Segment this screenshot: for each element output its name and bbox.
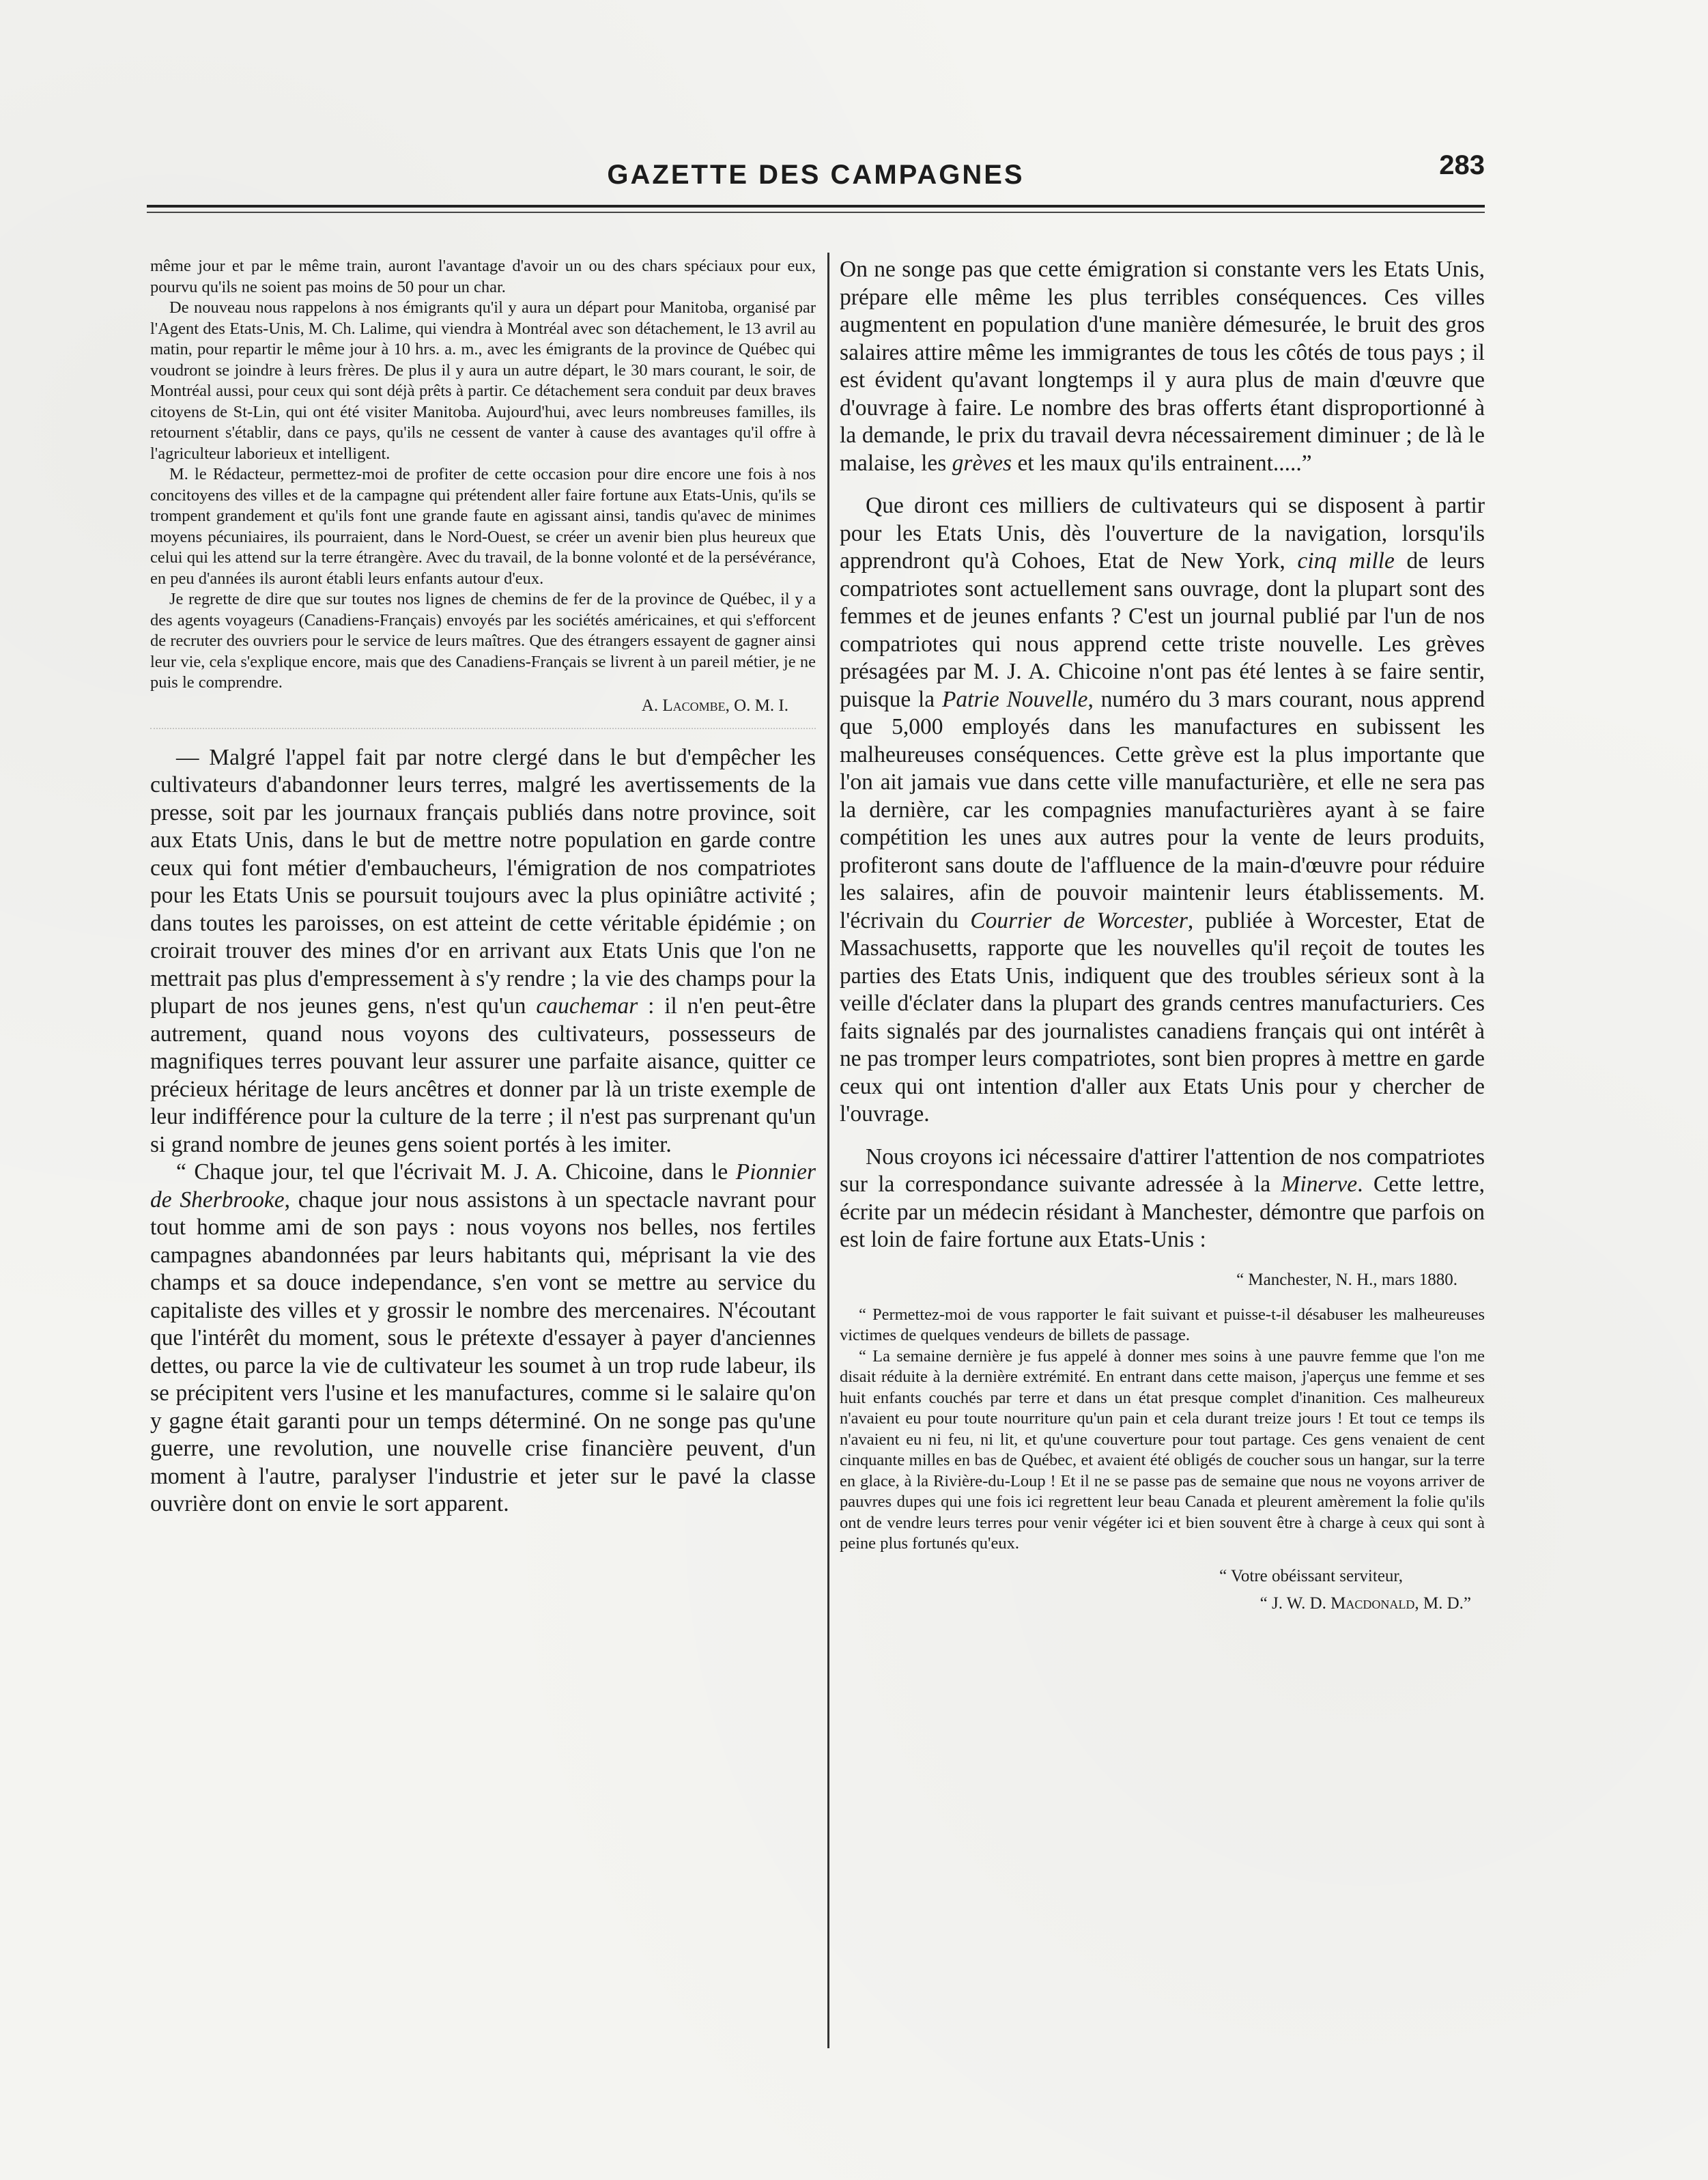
text-run: Nous croyons ici nécessaire d'attirer l'attention de nos compatriotes sur la correspondance suivante adressée à la (840, 1144, 1485, 1197)
italic-title: Minerve (1281, 1172, 1358, 1197)
text-run: On ne songe pas que cette émigration si constante vers les Etats Unis, prépare elle même les plus terribles conséquences. Ces villes augmentent en population d'une manière démesurée, le bruit des gros salaires attire même les immigrantes de tous les côtés de tous pays ; il est évident qu'avant longtemps il y aura plus de main d'œuvre que d'ouvrage à faire. Le nombre des bras offerts étant disproportionné à la demande, le prix du travail devra nécessairement diminuer ; de là le malaise, les (840, 257, 1485, 476)
italic-title: Pionnier de Sherbrooke (150, 1159, 816, 1213)
header-rule-thin (147, 212, 1485, 213)
letter-closing: “ Votre obéissant serviteur, (1219, 1566, 1403, 1585)
letter-signature: “ J. W. D. Macdonald, M. D.” (1259, 1594, 1471, 1613)
header-rule (147, 205, 1485, 208)
letter-dateline: “ Manchester, N. H., mars 1880. (1236, 1270, 1457, 1289)
text-run: de leurs compatriotes sont actuellement sans ouvrage, dont la plupart sont des femmes et de jeunes enfants ? C'est un journal publié par l'un de nos compatriotes qui nous apprend cette triste nouvelle. Les grèves présagées par M. J. A. Chicoine n'ont pas été lentes à se faire sentir, puisque la (840, 548, 1485, 712)
section-separator (150, 728, 816, 737)
letter-paragraph: “ La semaine dernière je fus appelé à donner mes soins à une pauvre femme que l'on me disait réduite à la dernière extrémité. En entrant dans cette maison, j'aperçus une femme et ses huit enfants couchés par terre et dans un état presque complet d'inanition. Ces malheureux n'avaient eu pour toute nourriture qu'un pain et cela durant treize jours ! Et tout ce temps ils n'avaient eu ni feu, ni lit, et qu'une couverture pour tout partage. Ces gens venaient de cent cinquante milles en bas de Québec, et avaient été obligés de coucher sous un hangar, sur la terre en glace, à la Rivière-du-Loup ! Et il ne se passe pas de semaine que nous ne voyons arriver de pauvres dupes qui une fois ici regrettent leur beau Canada et pleurent amèrement la folie qu'ils ont de vendre leurs terres pour venir végéter ici et bien souvent être à charge à ceux qui sont à peine plus fortunés qu'eux. (840, 1346, 1485, 1553)
column-divider (827, 253, 829, 2048)
article-paragraph (840, 492, 1485, 1129)
article-paragraph (150, 744, 816, 1159)
article-paragraph (840, 1144, 1485, 1254)
text-run: — Malgré l'appel fait par notre clergé dans le but d'empêcher les cultivateurs d'abandonner leurs terres, malgré les avertissements de la presse, soit par les journaux français publiés dans notre province, soit aux Etats Unis, dans le but de mettre notre population en garde contre ceux qui font métier d'embaucheurs, l'émigration de nos compatriotes pour les Etats Unis se poursuit toujours avec la plus opiniâtre activité ; dans toutes les paroisses, on est atteint de cette véritable épidémie ; on croirait trouver des mines d'or en arrivant aux Etats Unis que l'on ne mettrait pas plus d'empressement à s'y rendre ; la vie des champs pour la plupart de nos jeunes gens, n'est qu'un (150, 744, 816, 1019)
paragraph: même jour et par le même train, auront l'avantage d'avoir un ou des chars spéciaux pour eux, pourvu qu'ils ne soient pas moins de 50 pour un char. (150, 257, 816, 296)
paragraph: M. le Rédacteur, permettez-moi de profiter de cette occasion pour dire encore une fois à nos concitoyens des villes et de la campagne qui prétendent aller faire fortune aux Etats-Unis, qu'ils se trompent grandement et qu'ils font une grande faute en agissant ainsi, tandis qu'avec de minimes moyens pécuniaires, ils pourraient, dans le Nord-Ouest, se créer un avenir bien plus heureux que celui qui les attend sur la terre étrangère. Avec du travail, de la bonne volonté et de la persévérance, en peu d'années ils auront établi leurs enfants autour d'eux. (150, 465, 816, 588)
text-run: : il n'en peut-être autrement, quand nous voyons des cultivateurs, possesseurs de magnifiques terres pouvant leur assurer une parfaite aisance, quitter ce précieux héritage de leurs ancêtres et donner par là un triste exemple de leur indifférence pour la culture de la terre ; il n'est pas surprenant qu'un si grand nombre de jeunes gens soient portés à les imiter. (150, 993, 816, 1157)
italic-term: cauchemar (536, 993, 638, 1019)
paragraph: De nouveau nous rappelons à nos émigrants qu'il y aura un départ pour Manitoba, organisé par l'Agent des Etats-Unis, M. Ch. Lalime, qui viendra à Montréal avec son détachement, le 13 avril au matin, pour repartir le même jour à 10 hrs. a. m., avec les émigrants de la province de Québec qui voudront se joindre à leurs frères. De plus il y aura un autre départ, le 30 mars courant, le soir, de Montréal aussi, pour ceux qui sont déjà prêts à partir. Ce détachement sera conduit par deux braves citoyens de St-Lin, qui ont été visiter Manitoba. Aujourd'hui, avec leurs nombreuses familles, ils retournent s'établir, dans ce pays, qu'ils ne cessent de vanter à cause des avantages qu'il offre à l'agriculteur laborieux et intelligent. (150, 298, 816, 463)
italic-title: Patrie Nouvelle (941, 686, 1088, 712)
text-run: , publiée à Worcester, Etat de Massachusetts, rapporte que les nouvelles qu'il reçoit de toutes les parties des Etats Unis, indiquent que des troubles sérieux sont à la veille d'éclater dans la plupart des grands centres manufacturiers. Ces faits signalés par des journalistes canadiens français qui ont intérêt à ne pas tromper leurs compatriotes, sont bien propres à mettre en garde ceux qui ont intention d'aller aux Etats Unis pour y chercher de l'ouvrage. (840, 907, 1485, 1127)
page-number: 283 (1439, 150, 1485, 180)
article-paragraph (150, 1159, 816, 1518)
text-run: Que diront ces milliers de cultivateurs qui se disposent à partir pour les Etats Unis, dès l'ouverture de la navigation, lorsqu'ils apprendront qu'à Cohoes, Etat de New York, (840, 493, 1485, 574)
paragraph: Je regrette de dire que sur toutes nos lignes de chemins de fer de la province de Québec, il y a des agents voyageurs (Canadiens-Français) envoyés par les sociétés américaines, et qui s'efforcent de recruter des ouvriers pour le service de leurs maîtres. Que des étrangers essayent de gagner ainsi leur vie, cela s'explique encore, mais que des Canadiens-Français se livrent à un pareil métier, je ne puis le comprendre. (150, 590, 816, 692)
text-run: , numéro du 3 mars courant, nous apprend que 5,000 employés dans les manufactures en subissent les malheureuses conséquences. Cette grève est la plus importante que l'on ait jamais vue dans cette ville manufacturière, et elle ne sera pas la dernière, car les compagnies manufacturières ayant à se faire compétition les unes aux autres pour la vente de leurs produits, profiteront sans doute de l'affluence de la main-d'œuvre pour réduire les salaires, afin de pouvoir maintenir leurs établissements. M. l'écrivain du (840, 686, 1485, 933)
page-title: GAZETTE DES CAMPAGNES (607, 160, 1025, 190)
article-paragraph (840, 256, 1485, 477)
text-run: , chaque jour nous assistons à un spectacle navrant pour tout homme ami de son pays : nous voyons nos belles, nos fertiles campagnes abandonnées par leurs habitants qui, méprisant la vie des champs et sa douce independance, s'en vont se mettre au service du capitaliste des villes et y grossir le nombre des mercenaires. N'écoutant que l'intérêt du moment, sous le prétexte d'essayer à payer d'anciennes dettes, ou parce la vie de cultivateur les soumet à un trop rude labeur, ils se précipitent vers l'usine et les manufactures, comme si le salaire qu'on y gagne était garanti pour un temps déterminé. On ne songe pas qu'une guerre, une revolution, une nouvelle crise financière peuvent, d'un moment à l'autre, paralyser l'industrie et jeter sur le pavé la classe ouvrière dont on envie le sort apparent. (150, 1187, 816, 1516)
italic-title: Courrier de Worcester (970, 907, 1188, 933)
signature: A. Lacombe, O. M. I. (641, 696, 788, 715)
text-run: “ Chaque jour, tel que l'écrivait M. J. A. Chicoine, dans le (176, 1159, 728, 1185)
left-column (150, 256, 816, 1518)
text-run: . Cette lettre, écrite par un médecin résidant à Manchester, démontre que parfois on est loin de faire fortune aux Etats-Unis : (840, 1172, 1485, 1252)
italic-term: cinq mille (1297, 548, 1395, 574)
text-run: et les maux qu'ils entrainent.....” (1017, 450, 1312, 476)
page-header (147, 150, 1485, 205)
letter-paragraph: “ Permettez-moi de vous rapporter le fait suivant et puisse-t-il désabuser les malheureuses victimes de quelques vendeurs de billets de passage. (840, 1305, 1485, 1344)
right-column (840, 256, 1485, 1613)
italic-term: grèves (952, 450, 1012, 476)
